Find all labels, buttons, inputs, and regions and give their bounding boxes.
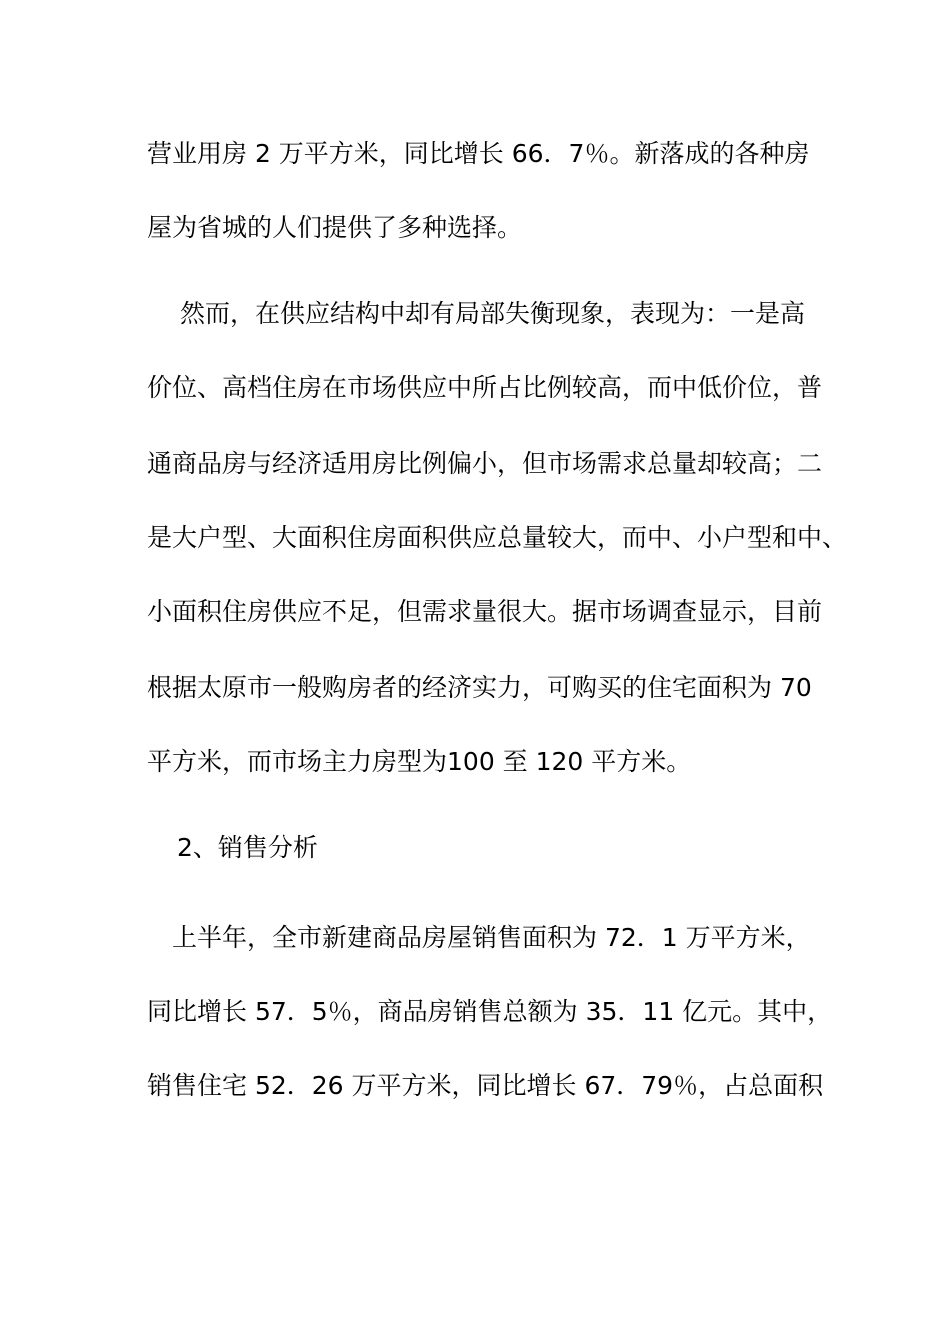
text-line: 然而，在供应结构中却有局部失衡现象，表现为：一是高 — [180, 299, 806, 328]
text-line: 是大户型、大面积住房面积供应总量较大，而中、小户型和中、 — [147, 523, 848, 552]
text-line: 上半年，全市新建商品房屋销售面积为 72．1 万平方米， — [172, 923, 811, 952]
text-line: 屋为省城的人们提供了多种选择。 — [147, 213, 523, 242]
text-line: 通商品房与经济适用房比例偏小，但市场需求总量却较高；二 — [147, 449, 823, 478]
text-line: 价位、高档住房在市场供应中所占比例较高，而中低价位，普 — [147, 373, 823, 402]
text-line: 小面积住房供应不足，但需求量很大。据市场调查显示，目前 — [147, 597, 823, 626]
text-line: 同比增长 57．5％，商品房销售总额为 35．11 亿元。其中， — [147, 997, 833, 1026]
text-line: 营业用房 2 万平方米，同比增长 66．7％。新落成的各种房 — [147, 139, 810, 168]
text-line: 根据太原市一般购房者的经济实力，可购买的住宅面积为 70 — [147, 673, 812, 702]
text-line: 平方米，而市场主力房型为100 至 120 平方米。 — [147, 747, 692, 776]
section-heading: 2、销售分析 — [177, 833, 318, 862]
text-line: 销售住宅 52．26 万平方米，同比增长 67．79％，占总面积 — [147, 1071, 824, 1100]
